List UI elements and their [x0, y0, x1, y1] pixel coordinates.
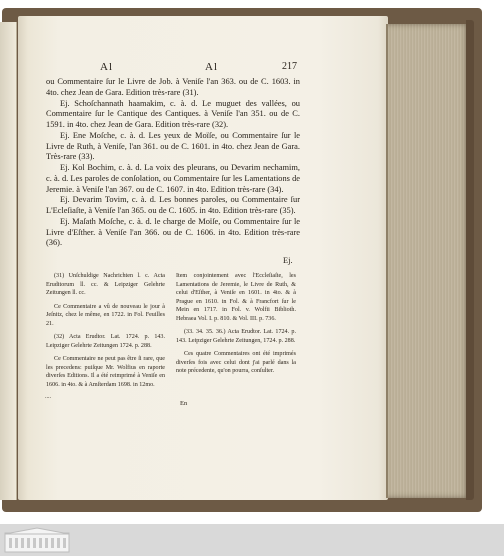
main-paragraph: Ej. Schoſchannath haamakim, c. à. d. Le muguet des vallées, ou Commentaire ſur le Cantique des Cantiques. à Veniſe l'an 351. ou de C. 1591. in 4to. chez Jean de Gara. Edition très-rare (32). — [46, 98, 300, 129]
left-page-edge — [0, 22, 17, 500]
running-head-center: Al — [205, 61, 218, 73]
footnotes-right-column — [176, 272, 296, 381]
main-paragraph: Ej. Kol Bochim, c. à. d. La voix des pleurans, ou Devarim nechamim, c. à. d. Les paroles de conſolation, ou Commentaire ſur les Lamentations de Jeremie. à Veniſe l'an 367. ou de C. 1607. in 4to. Edition très-rare (34). — [46, 163, 300, 194]
library-building-icon — [4, 527, 70, 558]
footnote: Item conjointement avec l'Eccleſiaſte, les Lamentations de Jeremie, le Livre de Ruth, & celui d'Eſther, à Veniſe en 1601. in 4to. & à Prague en 1610. in Fol. & à Francfort ſur le Mein en 1717. in Fol. v. Wolfii Biblioth. Hebraea Vol. I. p. 810. & Vol. III. p. 736. — [176, 273, 296, 322]
page-number: 217 — [282, 61, 297, 72]
main-paragraph: Ej. Devarim Tovim, c. à. d. Les bonnes paroles, ou Commentaire ſur L'Ecleſiaſte, à Veniſe l'an 365. ou de C. 1605. in 4to. Edition très-rare (35). — [46, 195, 300, 215]
footnote: (31) Unſchuldige Nachrichten l. c. Acta Eruditorum ll. cc. & Leipziger Gelehrte Zeitungen ll. cc. — [46, 273, 165, 296]
footnote: (32) Acta Erudtor. Lat. 1724. p. 143. Leipziger Gelehrte Zeitungen 1724. p. 288. — [46, 334, 165, 349]
running-head-left: Al — [100, 61, 113, 73]
viewer-footer-bar — [0, 524, 504, 556]
footnote: Ces quatre Commentaires ont été imprimés diverſes fois avec celui dont j'ai parlé dans la note précedente, qu'on pourra, conſulter. — [176, 351, 296, 374]
main-paragraph: ou Commentaire ſur le Livre de Job. à Veniſe l'an 363. ou de C. 1603. in 4to. chez Jean de Gara. Edition très-rare (31). — [46, 77, 300, 97]
back-cover-edge — [466, 20, 474, 500]
margin-mark: .... — [45, 394, 51, 400]
catchword-main: Ej. — [283, 256, 293, 265]
page-fore-edge — [386, 24, 470, 498]
footnote: Ce Commentaire ne peut pas être ſi rare, que les precedens: puiſque Mr. Wolfius en raporte diverſes Editions. Il a été reimprimé à Veniſe en 1606. in 4to. & à Amſterdam 1698. in 12mo. — [46, 356, 165, 388]
footnote: Ce Commentaire a vû de nouveau le jour à Jeſnitz, chez le même, en 1722. in Fol. Feuilles 21. — [46, 303, 165, 327]
main-paragraph: Ej. Ene Moſche, c. à. d. Les yeux de Moïſe, ou Commentaire ſur le Livre de Ruth, à Veniſe, l'an 361. ou de C. 1601. in 4to. chez Jean de Gara. Très-rare (33). — [46, 130, 300, 162]
main-paragraph: Ej. Maſath Moſche, c. à. d. le charge de Moïſe, ou Commentaire ſur le Livre d'Eſther. à Veniſe l'an 366. ou de C. 1606. in 4to. Edition très-rare (36). — [46, 216, 300, 248]
catchword-notes: En — [180, 400, 188, 407]
footnote: (33. 34. 35. 36.) Acta Erudtor. Lat. 1724. p. 143. Leipziger Gelehrte Zeitungen, 1724. p. 288. — [176, 329, 296, 344]
footnotes-left-column — [46, 272, 165, 394]
main-text-block — [46, 77, 300, 249]
